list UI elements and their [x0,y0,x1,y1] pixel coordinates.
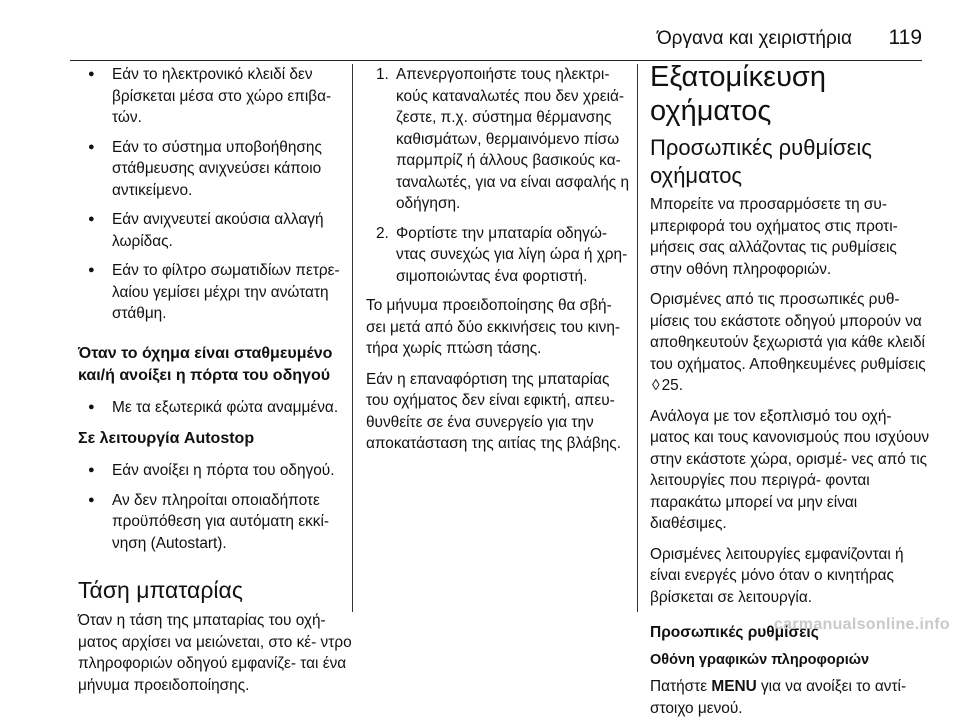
autostop-list [78,460,352,554]
page-number: 119 [888,26,922,49]
parked-heading: Όταν το όχημα είναι σταθμευμένο και/ή ανοίξει η πόρτα του οδηγού [78,344,333,384]
paragraph-text: Πατήστε [650,678,708,695]
list-item: ● Εάν το σύστημα υποβοήθησης στάθμευσης ανιχνεύσει κάποιο αντικείμενο. [78,137,352,202]
menu-key-label: MENU [711,678,757,695]
paragraph: Το μήνυμα προειδοποίησης θα σβή- σει μετά από δύο εκκινήσεις του κινη- τήρα χωρίς πτώση τάσης. [366,297,620,357]
step-number: 2. [376,224,389,242]
section-title: Εξατομίκευση οχήματος [650,61,826,127]
paragraph: Μπορείτε να προσαρμόσετε τη συ- μπεριφορά του οχήματος στις προτι- μήσεις σας αλλάζοντας τις ρυθμίσεις στην οθόνη πληροφοριών. [650,196,898,278]
column-middle [366,64,632,464]
paragraph [650,676,930,719]
paragraph: Ανάλογα με τον εξοπλισμό του οχή- ματος και τους κανονισμούς που ισχύουν στην εκάστοτε χώρα, ορισμέ- νες από τις λειτουργίες που περιγρά- φονται παρακάτω μπορεί να μην είναι διαθέσιμες. [650,407,930,532]
chapter-title: Όργανα και χειριστήρια [656,28,852,49]
column-divider-1 [352,64,353,612]
step-text: Απενεργοποιήστε τους ηλεκτρι- κούς καταναλωτές που δεν χρειά- ζεστε, π.χ. σύστημα θέρμανσης καθισμάτων, θερμαινόμενο πίσω παρμπρίζ ή άλλους βασικούς κα- ταναλωτές, για να είναι ασφαλής η οδήγηση. [396,66,630,212]
watermark-logo: carmanualsonline.info [773,616,950,633]
warning-conditions-list [78,64,352,325]
step-text: Φορτίστε την μπαταρία οδηγώ- ντας συνεχώς για λίγη ώρα ή χρη- σιμοποιώντας ένα φορτιστή. [396,224,628,285]
list-item: ● Με τα εξωτερικά φώτα αναμμένα. [78,397,352,419]
steps-list [366,64,632,287]
page-reference[interactable]: 25. [661,377,684,394]
subsection-heading: Προσωπικές ρυθμίσεις [650,624,819,641]
battery-voltage-text: Όταν η τάση της μπαταρίας του οχή- ματος αρχίσει να μειώνεται, στο κέ- ντρο πληροφοριών οδηγού εμφανίζε- ται ένα μήνυμα προειδοποίησης. [78,612,352,694]
subsubsection-heading: Οθόνη γραφικών πληροφοριών [650,651,870,668]
page-reference-icon: ◊ [652,377,660,394]
paragraph [650,289,930,397]
list-item [366,223,632,288]
paragraph: Ορισμένες λειτουργίες εμφανίζονται ή είναι ενεργές μόνο όταν ο κινητήρας βρίσκεται σε λειτουργία. [650,545,904,606]
paragraph: Εάν η επαναφόρτιση της μπαταρίας του οχήματος δεν είναι εφικτή, απευ- θυνθείτε σε ένα συνεργείο για την αποκατάσταση της αιτίας της βλάβης. [366,370,622,452]
column-divider-2 [637,64,638,612]
column-left [78,64,352,705]
list-item [366,64,632,215]
list-item: ● Εάν ανοίξει η πόρτα του οδηγού. [78,460,352,482]
page-header [0,22,960,52]
list-item: ● Εάν το ηλεκτρονικό κλειδί δεν βρίσκεται μέσα στο χώρο επιβα- τών. [78,64,352,129]
parked-list [78,397,352,419]
list-item: ● Εάν ανιχνευτεί ακούσια αλλαγή λωρίδας. [78,209,352,252]
list-item: ● Εάν το φίλτρο σωματιδίων πετρε- λαίου γεμίσει μέχρι την ανώτατη στάθμη. [78,260,352,325]
paragraph-text: Ορισμένες από τις προσωπικές ρυθ- μίσεις του εκάστοτε οδηγού μπορούν να αποθηκευτούν ξεχωριστά για κάθε κλειδί του οχήματος. Αποθηκευμένες ρυθμίσεις [650,291,926,373]
autostop-heading: Σε λειτουργία Autostop [78,430,255,447]
paragraph-text: για να ανοίξει το αντί- στοιχο μενού. [650,678,907,717]
battery-voltage-title: Τάση μπαταρίας [78,577,243,603]
list-item: ● Αν δεν πληροίται οποιαδήποτε προϋπόθεση για αυτόματη εκκί- νηση (Autostart). [78,490,352,555]
step-number: 1. [376,66,389,83]
section-subtitle: Προσωπικές ρυθμίσεις οχήματος [650,135,872,188]
